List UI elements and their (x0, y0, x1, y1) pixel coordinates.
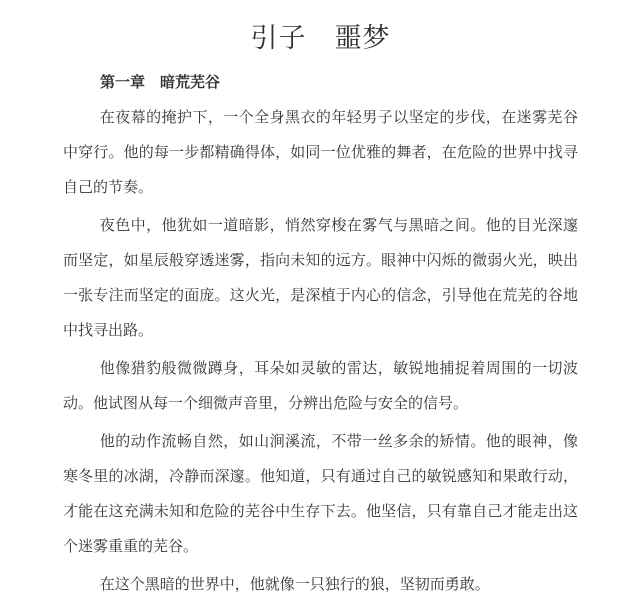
paragraph: 夜色中，他犹如一道暗影，悄然穿梭在雾气与黑暗之间。他的目光深邃而坚定，如星辰般穿透迷雾，指向未知的远方。眼神中闪烁的微弱火光，映出一张专注而坚定的面庞。这火光，是深植于内心的信念，引导他在荒芜的谷地中找寻出路。 (63, 217, 578, 339)
paragraph: 在这个黑暗的世界中，他就像一只独行的狼，坚韧而勇敢。 (99, 576, 490, 593)
paragraph: 他的动作流畅自然，如山涧溪流，不带一丝多余的矫情。他的眼神，像寒冬里的冰湖，冷静而深邃。他知道，只有通过自己的敏锐感知和果敢行动，才能在这充满未知和危险的芜谷中生存下去。他坚信，只有靠自己才能走出这个迷雾重重的芜谷。 (63, 433, 578, 555)
paragraph: 在夜幕的掩护下，一个全身黑衣的年轻男子以坚定的步伐，在迷雾芜谷中穿行。他的每一步都精确得体，如同一位优雅的舞者，在危险的世界中找寻自己的节奏。 (63, 109, 578, 196)
document-body (63, 100, 578, 602)
paragraph: 他像猎豹般微微蹲身，耳朵如灵敏的雷达，敏锐地捕捉着周围的一切波动。他试图从每一个细微声音里，分辨出危险与安全的信号。 (63, 360, 578, 412)
page-title: 引子 噩梦 (250, 23, 391, 53)
chapter-heading: 第一章 暗荒芜谷 (100, 74, 221, 91)
